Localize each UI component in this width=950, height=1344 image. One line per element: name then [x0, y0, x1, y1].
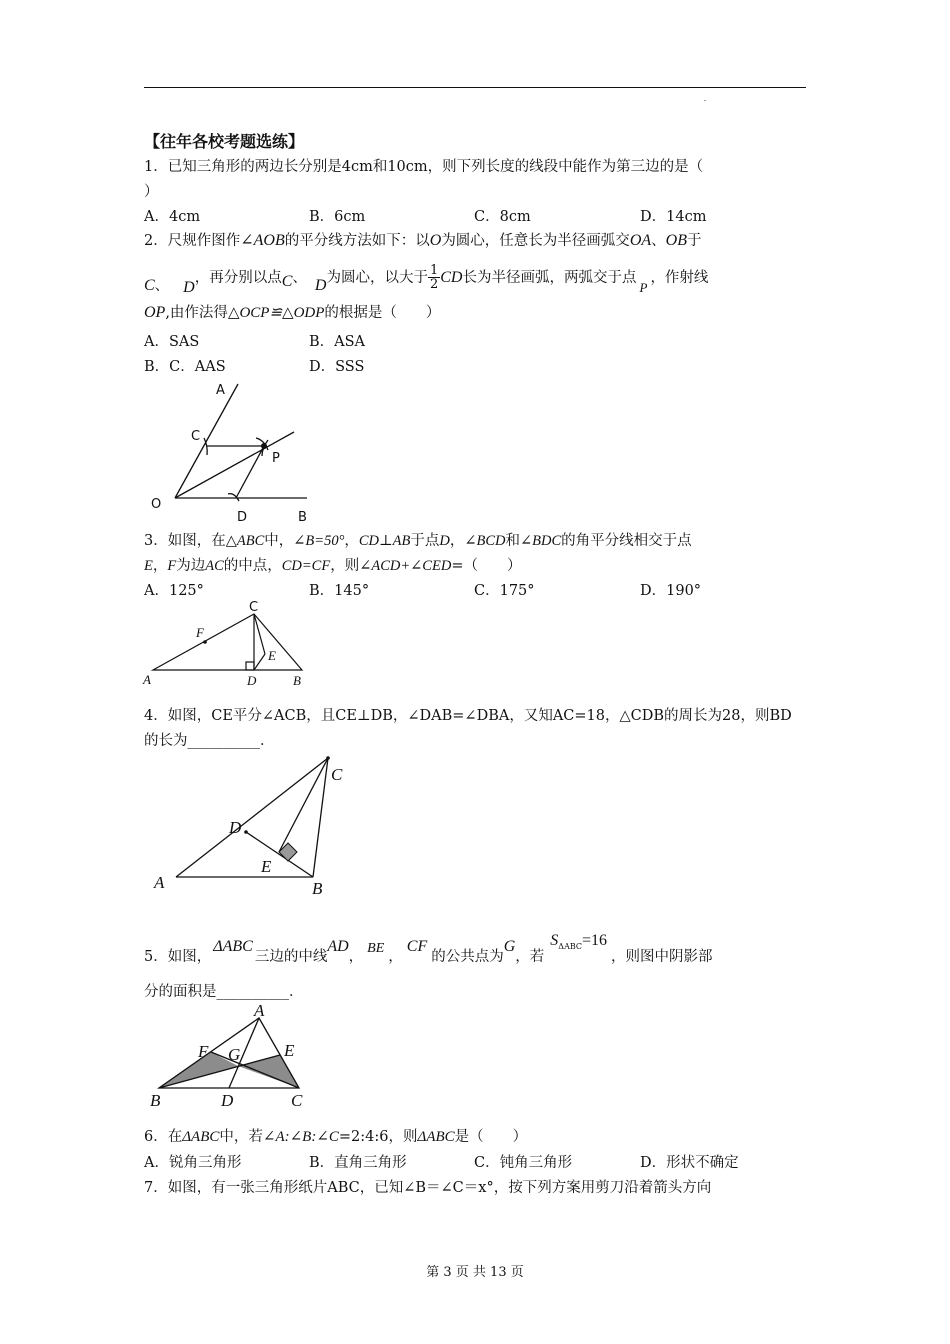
q2-label-p: P	[272, 451, 280, 466]
q3-label-c: C	[249, 600, 259, 615]
q5-label-a: A	[254, 1001, 265, 1020]
q1-option-b: B．6cm	[309, 209, 366, 225]
q3-label-b: B	[293, 673, 301, 688]
q4-label-e: E	[261, 857, 272, 876]
q3-option-b: B．145°	[309, 583, 370, 599]
q2-line3: OP,由作法得△OCP≌△ODP的根据是（ ）	[144, 304, 441, 321]
q5-line1: 5．如图， ΔABC 三边的中线 AD ， BE ， CF 的公共点为 G ，若 $S_{\Delta ABC}=16$ ，则图中阴影部	[144, 932, 713, 965]
q3-option-d: D．190°	[640, 583, 702, 599]
q5-label-c: C	[291, 1091, 303, 1110]
q1-option-a: A．4cm	[144, 209, 201, 225]
q1-stem-close: ）	[144, 184, 159, 200]
q6-option-c: C．钝角三角形	[474, 1155, 573, 1171]
q2-option-a: A．SAS	[144, 334, 200, 350]
q3-label-d: D	[247, 673, 257, 688]
q2-label-a: A	[216, 383, 225, 398]
q6-stem: 6．在ΔABC中，若∠A:∠B:∠C=2:4:6，则ΔABC是（ ）	[144, 1129, 528, 1145]
q4-label-c: C	[331, 765, 343, 784]
q3-label-e: E	[268, 648, 276, 663]
q5-label-g: G	[228, 1045, 241, 1064]
q4-label-d: D	[229, 818, 242, 837]
page-footer: 第 3 页 共 13 页	[426, 1265, 524, 1280]
q5-line2: 分的面积是__________．	[144, 984, 304, 1000]
q1-option-d: D．14cm	[640, 209, 707, 225]
q5-label-b: B	[150, 1091, 161, 1110]
q3-option-a: A．125°	[144, 583, 204, 599]
q2-label-o: O	[151, 497, 162, 512]
q5-label-e: E	[284, 1041, 295, 1060]
q2-line2: C 、 D ，再分别以点 C 、 D 为圆心，以大于 $\frac{1}{2}$ CD 长为半径画弧，两弧交于点 P ，作射线	[144, 263, 709, 296]
q3-label-f: F	[196, 625, 204, 640]
q3-option-c: C．175°	[474, 583, 535, 599]
q3-label-a: A	[143, 672, 151, 687]
q3-line1: 3．如图，在△ABC中，∠B=50°，CD⊥AB于点D，∠BCD和∠BDC的角平分线相交于点	[144, 533, 692, 549]
q6-option-b: B．直角三角形	[309, 1155, 407, 1171]
q2-label-d: D	[237, 510, 248, 525]
q7-line1: 7．如图，有一张三角形纸片ABC，已知∠B＝∠C＝x°，按下列方案用剪刀沿着箭头方向	[144, 1180, 712, 1196]
q4-label-a: A	[154, 873, 165, 892]
q5-label-d: D	[221, 1091, 234, 1110]
q1-stem: 1．已知三角形的两边长分别是4cm和10cm，则下列长度的线段中能作为第三边的是（	[144, 159, 704, 175]
q4-line1: 4．如图，CE平分∠ACB，且CE⊥DB，∠DAB=∠DBA，又知AC=18，△CDB的周长为28，则BD	[144, 708, 792, 724]
q2-option-b: B．ASA	[309, 334, 366, 350]
q4-line2: 的长为__________．	[144, 733, 275, 749]
q2-label-c: C	[191, 429, 201, 444]
q1-option-c: C．8cm	[474, 209, 531, 225]
q6-option-d: D．形状不确定	[640, 1155, 739, 1171]
section-title: 【往年各校考题选练】	[144, 132, 305, 151]
q2-fraction: $\frac{1}{2}$	[429, 263, 439, 292]
q3-line2: E，F为边AC的中点，CD=CF，则∠ACD+∠CED=（ ）	[144, 558, 522, 574]
q2-line1: 2．尺规作图作∠AOB的平分线方法如下：以O为圆心，任意长为半径画弧交OA、OB于	[144, 232, 702, 249]
q2-option-d: D．SSS	[309, 359, 365, 375]
q5-label-f: F	[198, 1042, 209, 1061]
q4-label-b: B	[312, 879, 323, 898]
q2-label-b: B	[298, 510, 307, 525]
q6-option-a: A．锐角三角形	[144, 1155, 242, 1171]
q2-option-c: B．C．AAS	[144, 359, 226, 375]
